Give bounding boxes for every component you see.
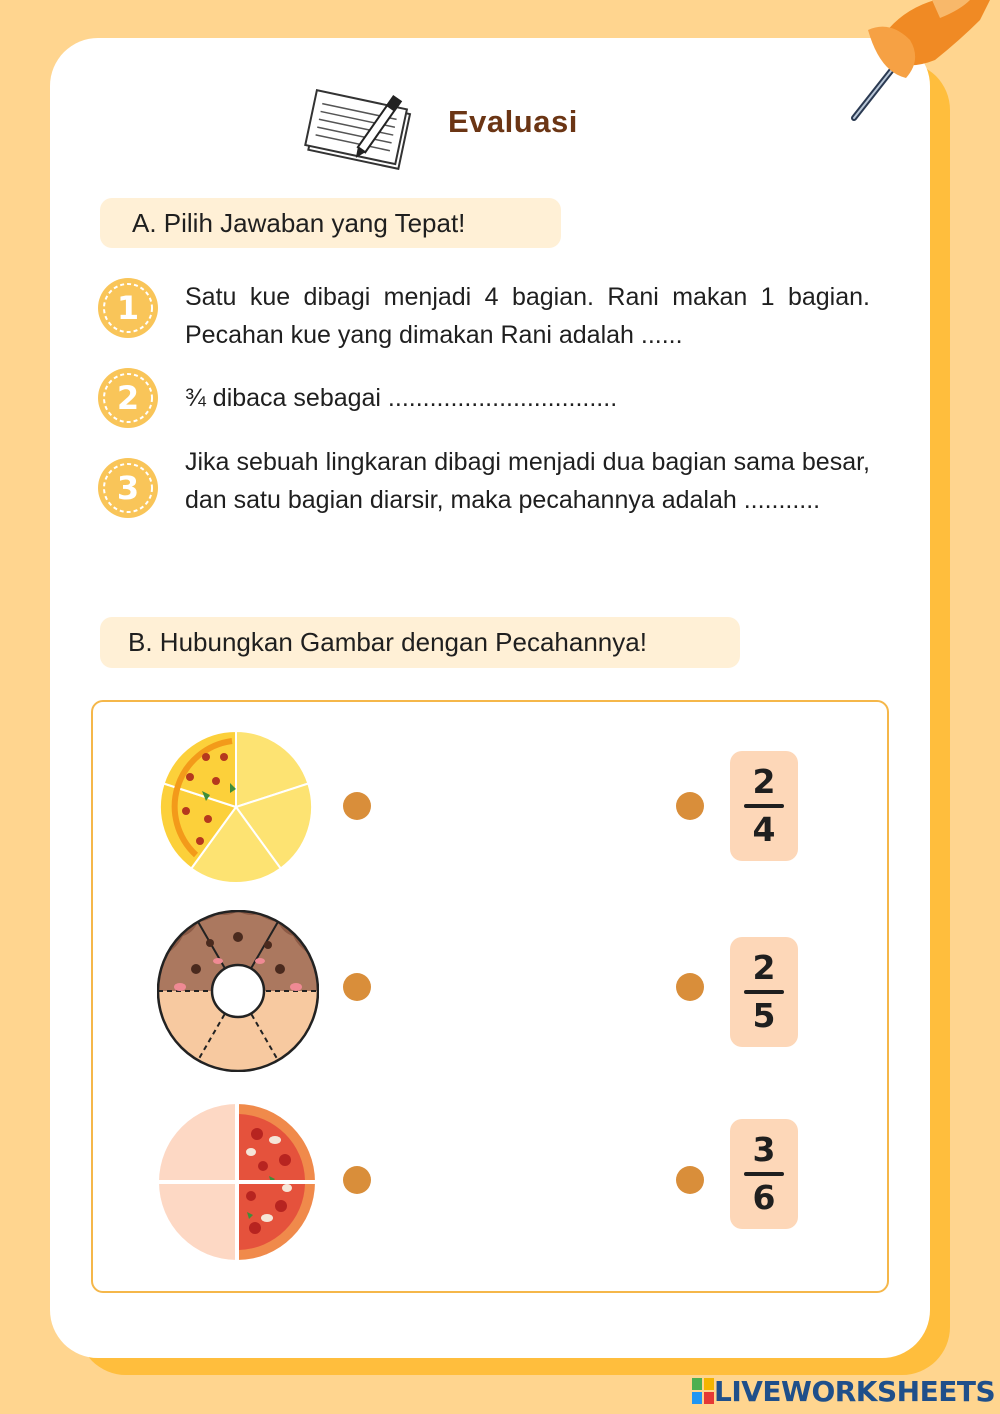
question-number-3-badge [97, 457, 159, 519]
push-pin-icon [840, 0, 1000, 130]
fraction-2-numerator: 2 [752, 948, 776, 987]
notepad-pencil-icon [300, 86, 420, 170]
fraction-card-1 [730, 751, 798, 861]
svg-text:2: 2 [116, 379, 140, 417]
pizza-five-slices-image [158, 729, 314, 885]
section-a-label: A. Pilih Jawaban yang Tepat! [100, 198, 561, 248]
fraction-1-numerator: 2 [752, 762, 776, 801]
question-1-text: Satu kue dibagi menjadi 4 bagian. Rani makan 1 bagian. Pecahan kue yang dimakan Rani adalah ...... [185, 283, 870, 349]
page-title: Evaluasi [448, 104, 578, 139]
svg-text:3: 3 [116, 469, 140, 507]
fraction-2-match-dot[interactable] [676, 973, 704, 1001]
liveworksheets-logo-icon [692, 1378, 714, 1404]
fraction-2-denominator: 5 [752, 996, 776, 1035]
svg-text:1: 1 [116, 289, 140, 327]
fraction-bar [744, 990, 784, 994]
picture-1-match-dot[interactable] [343, 792, 371, 820]
fraction-bar [744, 804, 784, 808]
liveworksheets-brand[interactable] [692, 1374, 995, 1408]
question-number-2-badge [97, 367, 159, 429]
fraction-card-3 [730, 1119, 798, 1229]
fraction-3-denominator: 6 [752, 1178, 776, 1217]
brand-name: LIVEWORKSHEETS [714, 1374, 996, 1408]
section-b-label: B. Hubungkan Gambar dengan Pecahannya! [100, 617, 740, 668]
fraction-3-match-dot[interactable] [676, 1166, 704, 1194]
pizza-four-quarters-image [157, 1102, 317, 1262]
picture-3-match-dot[interactable] [343, 1166, 371, 1194]
question-2-text: ¾ dibaca sebagai ................................. [185, 384, 618, 412]
question-3-text: Jika sebuah lingkaran dibagi menjadi dua bagian sama besar, dan satu bagian diarsir, maka pecahannya adalah ........... [185, 448, 870, 514]
question-number-1-badge [97, 277, 159, 339]
fraction-card-2 [730, 937, 798, 1047]
fraction-1-denominator: 4 [752, 810, 776, 849]
picture-2-match-dot[interactable] [343, 973, 371, 1001]
fraction-bar [744, 1172, 784, 1176]
fraction-3-numerator: 3 [752, 1130, 776, 1169]
fraction-1-match-dot[interactable] [676, 792, 704, 820]
donut-six-parts-image [157, 910, 319, 1072]
